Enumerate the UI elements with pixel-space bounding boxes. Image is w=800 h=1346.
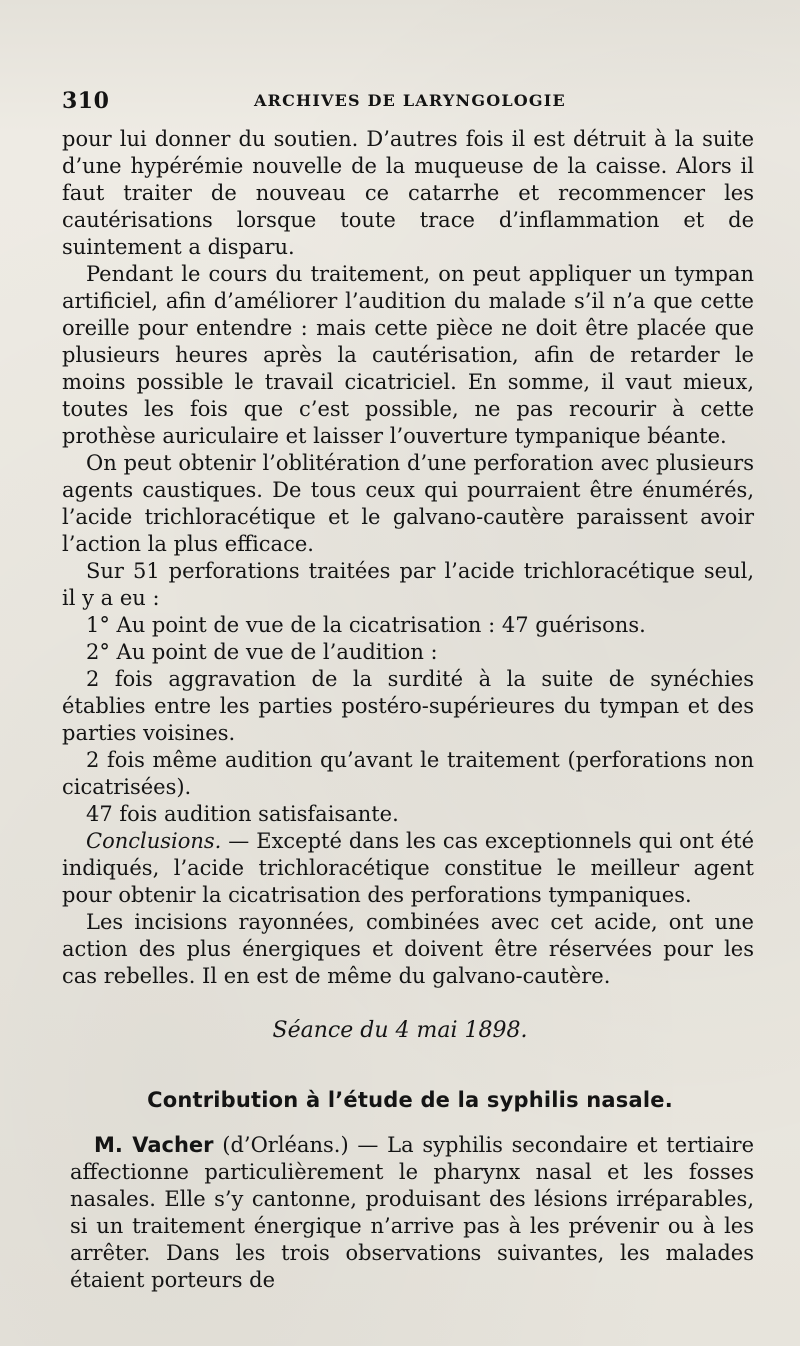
paragraph-tympan: Pendant le cours du traitement, on peut appliquer un tympan artificiel, afin d’améliorer l’audition du malade s’il n’a que cette oreille pour entendre : mais cette pièce ne doit être placée que plusieurs heures après la cautérisation, afin de retarder le moins possible le travail cicatriciel. En somme, il vaut mieux, toutes les fois que c’est possible, ne pas recourir à cette prothèse auriculaire et laisser l’ouverture tympanique béante. <box>62 262 754 448</box>
paragraph-vacher <box>70 1132 754 1294</box>
paragraph-caustics: On peut obtenir l’oblitération d’une perforation avec plusieurs agents caustiques. De tous ceux qui pourraient être énumérés, l’acide trichloracétique et le galvano-cautère paraissent avoir l’action la plus efficace. <box>62 451 754 556</box>
section-title: Contribution à l’étude de la syphilis nasale. <box>147 1088 673 1112</box>
paragraph-aggravation: 2 fois aggravation de la surdité à la suite de synéchies établies entre les parties postéro-supérieures du tympan et des parties voisines. <box>62 667 754 745</box>
page-number: 310 <box>62 88 110 114</box>
paragraph-conclusions <box>62 828 754 909</box>
paragraph-incisions: Les incisions rayonnées, combinées avec cet acide, ont une action des plus énergiques et doivent être réservées pour les cas rebelles. Il en est de même du galvano-cautère. <box>62 910 754 988</box>
conclusions-text: — Excepté dans les cas exceptionnels qui ont été indiqués, l’acide trichloracétique constitue le meilleur agent pour obtenir la cicatrisation des perforations tympaniques. <box>62 829 754 907</box>
speaker-name: M. Vacher <box>94 1133 214 1157</box>
journal-title: ARCHIVES DE LARYNGOLOGIE <box>254 91 566 110</box>
session-heading: Séance du 4 mai 1898. <box>272 1018 528 1043</box>
body-text <box>62 126 754 990</box>
paragraph-same-audition: 2 fois même audition qu’avant le traitement (perforations non cicatrisées). <box>62 748 754 799</box>
vacher-text: (d’Orléans.) — La syphilis secondaire et tertiaire affectionne particulièrement le pharynx nasal et les fosses nasales. Elle s’y cantonne, produisant des lésions irréparables, si un traitement énergique n’arrive pas à les prévenir ou à les arrêter. Dans les trois observations suivantes, les malades étaient porteurs de <box>70 1133 754 1292</box>
paragraph-result-audition: 2° Au point de vue de l’audition : <box>86 640 438 664</box>
running-head <box>62 88 752 118</box>
paragraph-continuation: pour lui donner du soutien. D’autres fois il est détruit à la suite d’une hypérémie nouvelle de la muqueuse de la caisse. Alors il faut traiter de nouveau ce catarrhe et recommencer les cautérisations lorsque toute trace d’inflammation et de suintement a disparu. <box>62 127 754 259</box>
paragraph-result-cicatrisation: 1° Au point de vue de la cicatrisation : 47 guérisons. <box>86 613 646 637</box>
paragraph-results-intro: Sur 51 perforations traitées par l’acide trichloracétique seul, il y a eu : <box>62 559 754 610</box>
final-text <box>70 1132 754 1294</box>
conclusions-label: Conclusions. <box>86 829 222 853</box>
paragraph-satisfactory: 47 fois audition satisfaisante. <box>86 802 399 826</box>
